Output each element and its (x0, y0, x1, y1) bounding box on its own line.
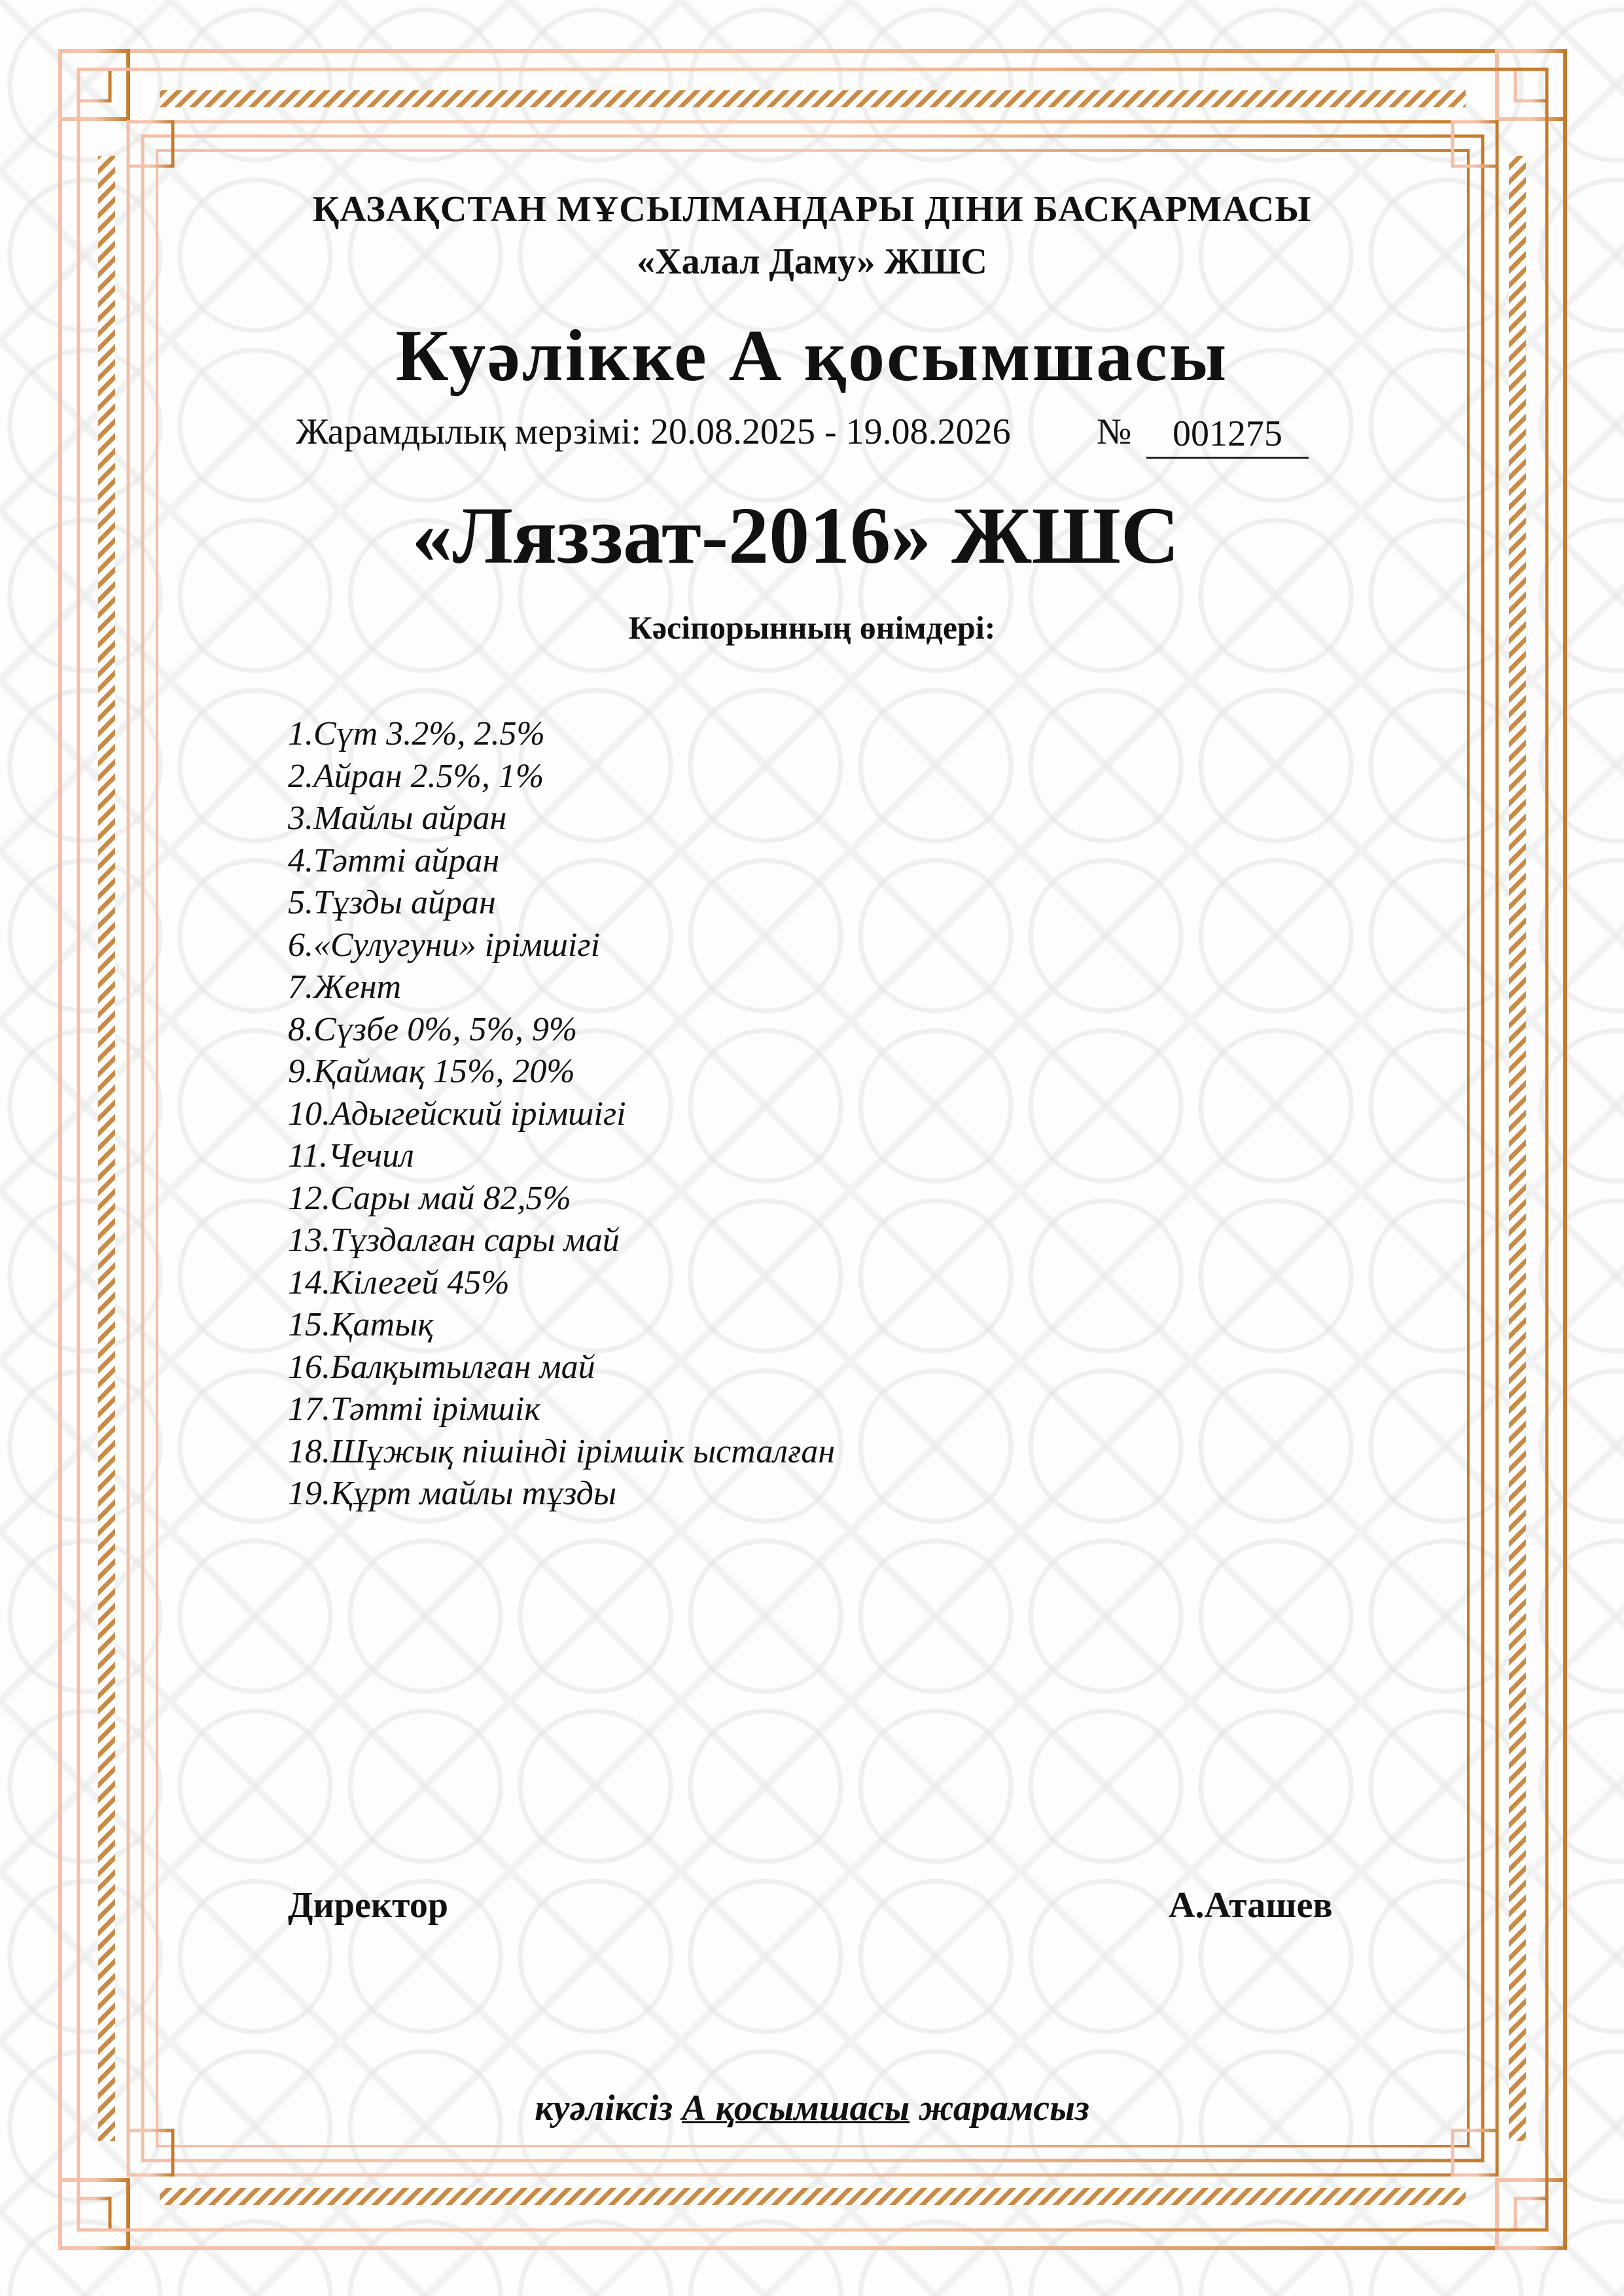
list-item: 6.«Сулугуни» ірімшігі (288, 926, 601, 964)
document-title: Куәлікке А қосымшасы (395, 315, 1229, 397)
certificate-number: 001275 (1146, 411, 1309, 459)
list-item: 11.Чечил (288, 1137, 414, 1174)
signatory-role: Директор (288, 1885, 448, 1926)
organization-name: ҚАЗАҚСТАН МҰСЫЛМАНДАРЫ ДІНИ БАСҚАРМАСЫ (312, 189, 1312, 230)
footer-part-3: жарамсыз (919, 2088, 1089, 2128)
list-item: 3.Майлы айран (288, 800, 507, 837)
footer-part-2: А қосымшасы (682, 2088, 910, 2128)
list-item: 7.Жент (288, 968, 402, 1006)
list-item: 10.Адыгейский ірімшігі (288, 1095, 626, 1133)
list-item: 14.Кілегей 45% (288, 1263, 510, 1301)
product-list (288, 713, 835, 1515)
list-item: 19.Құрт майлы тұзды (288, 1475, 617, 1512)
list-item: 2.Айран 2.5%, 1% (288, 757, 544, 795)
organization-subtitle: «Халал Даму» ЖШС (637, 241, 987, 282)
list-item: 8.Сүзбе 0%, 5%, 9% (288, 1010, 578, 1048)
list-item: 5.Тұзды айран (288, 884, 496, 921)
list-item: 9.Қаймақ 15%, 20% (288, 1053, 575, 1090)
company-name: «Ляззат-2016» ЖШС (412, 491, 1180, 580)
list-item: 15.Қатық (288, 1306, 434, 1343)
footer-note (0, 2087, 1624, 2129)
list-item: 4.Тәтті айран (288, 841, 500, 879)
list-item: 1.Сүт 3.2%, 2.5% (288, 715, 545, 752)
number-sign: № (1097, 412, 1132, 452)
list-item: 18.Шұжық пішінді ірімшік ысталған (288, 1432, 836, 1470)
footer-part-1: куәліксіз (535, 2088, 673, 2128)
signatory-name: А.Аташев (1169, 1885, 1333, 1926)
list-item: 13.Тұздалған сары май (288, 1222, 620, 1259)
list-item: 17.Тәтті ірімшік (288, 1390, 540, 1428)
list-item: 12.Сары май 82,5% (288, 1179, 571, 1217)
products-heading: Кәсіпорынның өнімдері: (628, 609, 996, 646)
validity-period: Жарамдылық мерзімі: 20.08.2025 - 19.08.2026 (296, 412, 1011, 452)
list-item: 16.Балқытылған май (288, 1348, 595, 1386)
